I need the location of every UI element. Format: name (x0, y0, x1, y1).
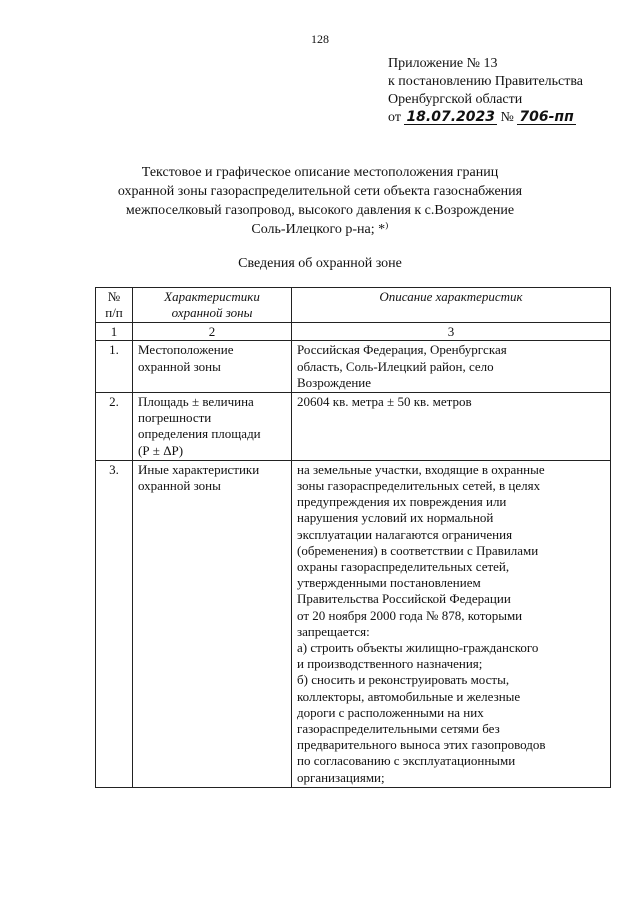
header-number: № п/п (96, 288, 133, 323)
appendix-title: Приложение № 13 (388, 56, 498, 71)
row-description: на земельные участки, входящие в охранные зоны газораспределительных сетей, в целях предупреждения их повреждения или нарушения условий их нормальной эксплуатации налагаются ограничения (обременения) в соответствии с Правилами охраны газораспределительных сетей, утвержденными постановлением Правительства Российской Федерации от 20 ноября 2000 года № 878, которыми запрещается: а) строить объекты жилищно-гражданского и производственного назначения; б) сносить и реконструировать мосты, коллекторы, автомобильные и железные дороги с расположенными на них газораспределительными сетями без предварительного выноса этих газопроводов по согласованию с эксплуатационными организациями; (292, 460, 611, 787)
appendix-block (388, 55, 583, 127)
page-number: 128 (311, 32, 329, 46)
title-line-1: Текстовое и графическое описание местоположения границ (141, 165, 499, 180)
zone-info-table (95, 287, 611, 788)
table-header-row (96, 288, 611, 323)
table-row (96, 393, 611, 461)
title-line-4: Соль-Илецкого р-на; *⁾ (251, 222, 389, 237)
table-row (96, 460, 611, 787)
document-title (60, 163, 580, 239)
title-line-2: охранной зоны газораспределительной сети объекта газоснабжения (117, 184, 523, 199)
row-number: 2. (96, 393, 133, 461)
handwritten-number: 706-пп (519, 109, 574, 125)
column-number: 1 (96, 323, 133, 341)
row-characteristic: Иные характеристики охранной зоны (133, 460, 292, 787)
row-characteristic: Местоположение охранной зоны (133, 341, 292, 393)
row-number: 3. (96, 460, 133, 787)
table-row (96, 341, 611, 393)
row-description: 20604 кв. метра ± 50 кв. метров (292, 393, 611, 461)
column-number-row (96, 323, 611, 341)
number-sign: № (500, 110, 514, 125)
date-prefix: от (388, 110, 401, 125)
header-description: Описание характеристик (292, 288, 611, 323)
header-characteristic: Характеристики охранной зоны (133, 288, 292, 323)
title-line-3: межпоселковый газопровод, высокого давления к с.Возрождение (125, 203, 515, 218)
handwritten-date: 18.07.2023 (406, 109, 496, 125)
appendix-date-line (388, 109, 583, 127)
column-number: 3 (292, 323, 611, 341)
section-heading: Сведения об охранной зоне (238, 256, 402, 271)
row-characteristic: Площадь ± величина погрешности определения площади (Р ± ΔР) (133, 393, 292, 461)
column-number: 2 (133, 323, 292, 341)
appendix-decree-line: к постановлению Правительства (388, 74, 584, 89)
appendix-region-line: Оренбургской области (388, 92, 523, 107)
row-number: 1. (96, 341, 133, 393)
row-description: Российская Федерация, Оренбургская область, Соль-Илецкий район, село Возрождение (292, 341, 611, 393)
